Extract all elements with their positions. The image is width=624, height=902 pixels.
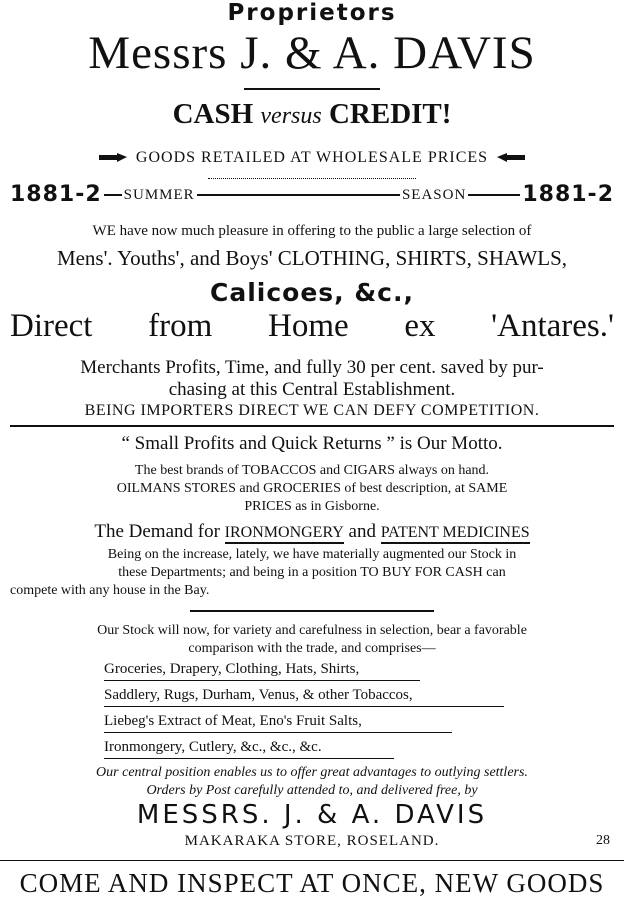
cash-word: CASH xyxy=(172,98,254,130)
season-dash-1 xyxy=(104,194,122,196)
direct-word-2: from xyxy=(148,308,213,344)
stock-item-2: Saddlery, Rugs, Durham, Venus, & other Tobaccos, xyxy=(104,687,413,703)
season-summer: SUMMER xyxy=(123,186,195,203)
season-line xyxy=(10,184,614,206)
pointing-hand-left-icon xyxy=(493,151,527,165)
importers-line: BEING IMPORTERS DIRECT WE CAN DEFY COMPETITION. xyxy=(84,402,540,419)
season-year-left: 1881-2 xyxy=(10,182,102,207)
increase-line-1: Being on the increase, lately, we have materially augmented our Stock in xyxy=(107,547,517,562)
direct-from-home-line xyxy=(10,310,614,343)
goods-retailed-text: GOODS RETAILED AT WHOLESALE PRICES xyxy=(135,149,489,166)
direct-word-1: Direct xyxy=(10,308,93,344)
calicoes-line: Calicoes, &c., xyxy=(209,278,414,307)
oilmans-line: OILMANS STORES and GROCERIES of best description, at SAME xyxy=(116,481,508,496)
pointing-hand-right-icon xyxy=(97,151,131,165)
credit-word: CREDIT! xyxy=(328,98,452,130)
demand-ironmongery: IRONMONGERY xyxy=(225,524,344,544)
rule-above-motto xyxy=(10,425,614,427)
stock-item-1: Groceries, Drapery, Clothing, Hats, Shirts, xyxy=(104,661,360,677)
orders-line: Orders by Post carefully attended to, and delivered free, by xyxy=(146,783,478,798)
rule-above-footer xyxy=(0,860,624,861)
increase-line-2: these Departments; and being in a position TO BUY FOR CASH can xyxy=(118,565,506,580)
prices-line: PRICES as in Gisborne. xyxy=(244,499,380,514)
dotted-rule xyxy=(208,178,416,179)
merchants-line-2: chasing at this Central Establishment. xyxy=(168,379,456,400)
stock-item-rule-3 xyxy=(104,732,452,733)
stock-item-rule-4 xyxy=(104,758,394,759)
offer-line-2: Mens'. Youths', and Boys' CLOTHING, SHIRTS, SHAWLS, xyxy=(56,246,568,270)
demand-patent-medicines: PATENT MEDICINES xyxy=(381,524,530,544)
stock-item-rule-1 xyxy=(104,680,420,681)
direct-word-4: ex xyxy=(404,308,436,344)
store-line: MAKARAKA STORE, ROSELAND. xyxy=(184,833,440,849)
stock-item-4: Ironmongery, Cutlery, &c., &c., &c. xyxy=(104,739,322,755)
reference-number: 28 xyxy=(596,833,610,848)
stock-line-2: comparison with the trade, and comprises— xyxy=(188,641,436,656)
merchants-line-1: Merchants Profits, Time, and fully 30 per cent. saved by pur- xyxy=(80,357,544,378)
motto-line: “ Small Profits and Quick Returns ” is Our Motto. xyxy=(121,433,503,454)
season-dash-2 xyxy=(197,194,400,196)
direct-word-5: 'Antares.' xyxy=(491,308,614,344)
signature-line: MESSRS. J. & A. DAVIS xyxy=(136,800,488,830)
increase-line-3: compete with any house in the Bay. xyxy=(10,583,210,598)
firm-name: Messrs J. & A. DAVIS xyxy=(88,27,536,79)
demand-and: and xyxy=(348,521,376,542)
demand-prefix: The Demand for xyxy=(94,521,220,542)
direct-word-3: Home xyxy=(267,308,349,344)
goods-retailed-line xyxy=(0,150,624,166)
tobacco-line: The best brands of TOBACCOS and CIGARS always on hand. xyxy=(134,463,490,478)
stock-item-3: Liebeg's Extract of Meat, Eno's Fruit Salts, xyxy=(104,713,362,729)
proprietors-heading: Proprietors xyxy=(227,0,397,26)
season-season: SEASON xyxy=(401,186,467,203)
versus-word: versus xyxy=(260,103,322,129)
cash-versus-credit xyxy=(0,100,624,129)
stock-line-1: Our Stock will now, for variety and carefulness in selection, bear a favorable xyxy=(97,623,527,638)
rule-under-firm xyxy=(244,88,380,90)
season-dash-3 xyxy=(468,194,520,196)
footer-line: COME AND INSPECT AT ONCE, NEW GOODS xyxy=(19,868,605,898)
stock-item-rule-2 xyxy=(104,706,504,707)
season-year-right: 1881-2 xyxy=(522,182,614,207)
demand-line xyxy=(0,522,624,541)
central-position-line: Our central position enables us to offer great advantages to outlying settlers. xyxy=(96,765,528,780)
rule-above-stock xyxy=(190,610,434,612)
offer-line-1: WE have now much pleasure in offering to the public a large selection of xyxy=(92,223,532,239)
